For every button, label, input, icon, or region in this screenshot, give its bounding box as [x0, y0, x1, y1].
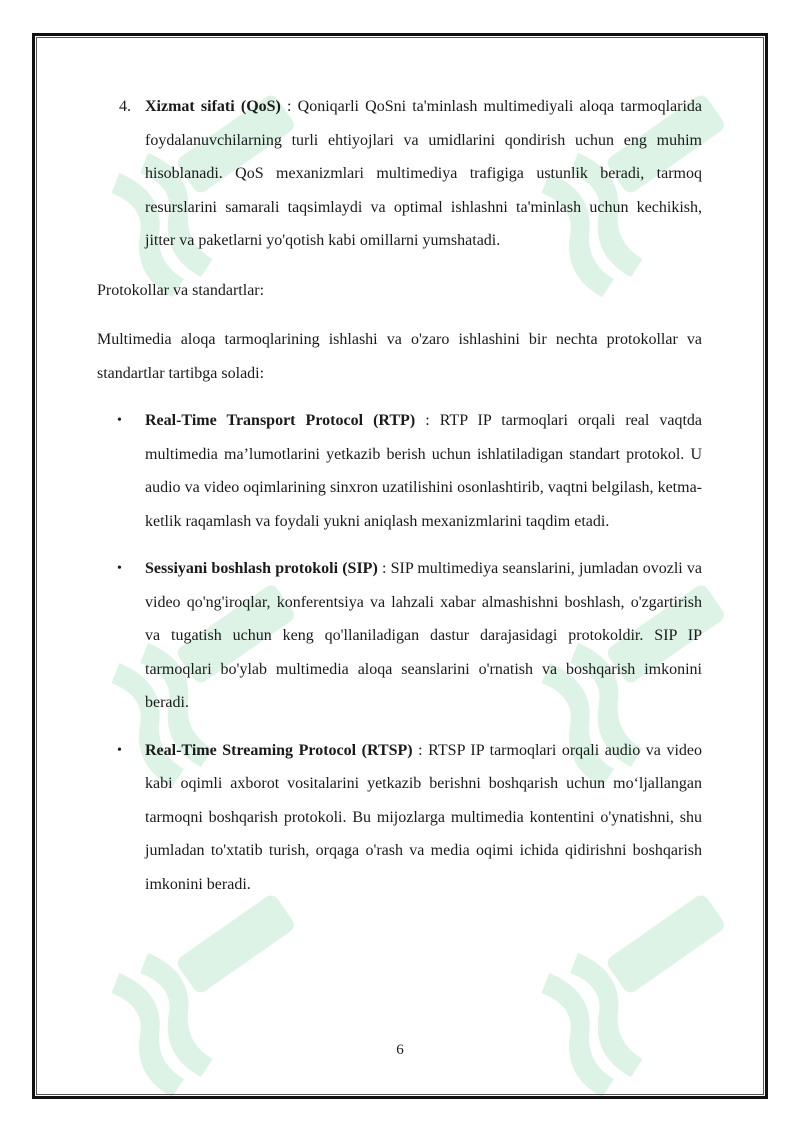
item-text: : Qoniqarli QoSni ta'minlash multimediyali aloqa tarmoqlarida foydalanuvchilarning turli ehtiyojlari va umidlarini qondirish uchun eng muhim hisoblanadi. QoS mexanizmlari multimediya trafigiga ustunlik beradi, tarmoq resurslarini samarali taqsimlaydi va optimal ishlashni ta'minlash uchun kechikish, jitter va paketlarni yo'qotish kabi omillarni yumshatadi. [145, 98, 702, 249]
bullet-item-rtsp [97, 734, 702, 902]
bullet-text: : RTSP IP tarmoqlari orqali audio va video kabi oqimli axborot vositalarini yetkazib berishni boshqarish uchun mo‘ljallangan tarmoqni boshqarish protokoli. Bu mijozlarga multimedia kontentini o'ynatishni, shu jumladan to'xtatib turish, orqaga o'rash va media oqimi ichida qidirishni boshqarish imkonini beradi. [145, 741, 703, 893]
intro-paragraph: Multimedia aloqa tarmoqlarining ishlashi va o'zaro ishlashini bir nechta protokollar va standartlar tartibga soladi: [97, 331, 702, 382]
numbered-item-qos [97, 90, 702, 258]
bullet-dot: • [117, 742, 122, 758]
bullet-dot: • [117, 413, 122, 428]
item-number: 4. [119, 98, 131, 115]
bullet-item-rtp [97, 404, 702, 538]
bullet-term: Sessiyani boshlash protokoli (SIP) [145, 560, 378, 577]
section-heading: Protokollar va standartlar: [97, 281, 265, 299]
bullet-dot: • [117, 561, 122, 576]
bullet-text: : SIP multimediya seanslarini, jumladan ovozli va video qo'ng'iroqlar, konferentsiya va lahzali xabar almashishni boshlash, o'zgartirish va tugatish uchun keng qo'llaniladigan dastur darajasidagi protokoldir. SIP IP tarmoqlari bo'ylab multimedia aloqa seanslarini o'rnatish va boshqarish imkonini beradi. [145, 560, 702, 711]
bullet-item-sip [97, 552, 702, 720]
bullet-term: Real-Time Streaming Protocol (RTSP) [145, 741, 413, 759]
page-content [97, 90, 702, 901]
item-term: Xizmat sifati (QoS) [145, 98, 281, 115]
page-number: 6 [396, 1042, 404, 1058]
bullet-term: Real-Time Transport Protocol (RTP) [145, 412, 416, 429]
bullet-text: : RTP IP tarmoqlari orqali real vaqtda multimedia ma’lumotlarini yetkazib berish uchun ishlatiladigan standart protokol. U audio va video oqimlarining sinxron uzatilishini osonlashtirib, vaqtni belgilash, ketma-ketlik raqamlash va foydali yukni aniqlash mexanizmlarini taqdim etadi. [145, 412, 702, 530]
